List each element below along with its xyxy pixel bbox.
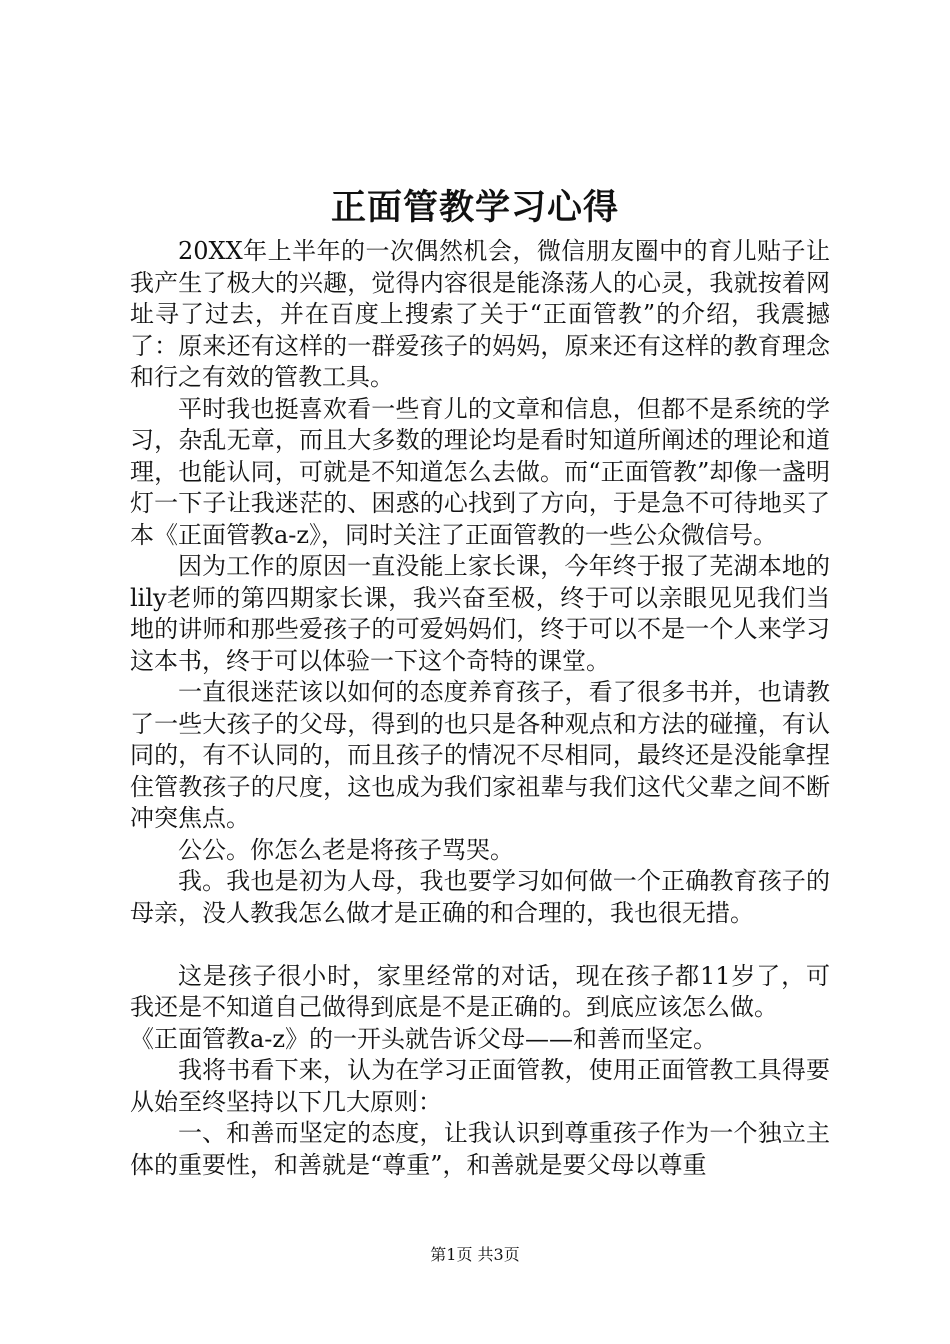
paragraph-2: 平时我也挺喜欢看一些育儿的文章和信息，但都不是系统的学习，杂乱无章，而且大多数的理论均是看时知道所阐述的理论和道理，也能认同，可就是不知道怎么去做。而“正面管教”却像一盏明灯一下子让我迷茫的、困惑的心找到了方向，于是急不可待地买了本《正面管教a-z》，同时关注了正面管教的一些公众微信号。 bbox=[130, 394, 830, 549]
paragraph-3: 因为工作的原因一直没能上家长课，今年终于报了芜湖本地的lily老师的第四期家长课，我兴奋至极，终于可以亲眼见见我们当地的讲师和那些爱孩子的可爱妈妈们，终于可以不是一个人来学习这本书，终于可以体验一下这个奇特的课堂。 bbox=[130, 552, 830, 675]
paragraph-6: 我。我也是初为人母，我也要学习如何做一个正确教育孩子的母亲，没人教我怎么做才是正确的和合理的，我也很无措。 bbox=[130, 867, 830, 927]
paragraph-8: 《正面管教a-z》的一开头就告诉父母——和善而坚定。 bbox=[130, 1024, 718, 1053]
document-body bbox=[130, 236, 830, 1181]
paragraph-7: 这是孩子很小时，家里经常的对话，现在孩子都11岁了，可我还是不知道自己做得到底是不是正确的。到底应该怎么做。 bbox=[130, 961, 830, 1021]
document-title: 正面管教学习心得 bbox=[330, 187, 619, 228]
paragraph-1: 20XX年上半年的一次偶然机会，微信朋友圈中的育儿贴子让我产生了极大的兴趣，觉得内容很是能涤荡人的心灵，我就按着网址寻了过去，并在百度上搜索了关于“正面管教”的介绍，我震撼了：原来还有这样的一群爱孩子的妈妈，原来还有这样的教育理念和行之有效的管教工具。 bbox=[130, 237, 830, 391]
paragraph-9: 我将书看下来，认为在学习正面管教，使用正面管教工具得要从始至终坚持以下几大原则： bbox=[130, 1056, 830, 1116]
page-number-footer: 第1页 共3页 bbox=[430, 1245, 520, 1264]
paragraph-4: 一直很迷茫该以如何的态度养育孩子，看了很多书并，也请教了一些大孩子的父母，得到的也只是各种观点和方法的碰撞，有认同的，有不认同的，而且孩子的情况不尽相同，最终还是没能拿捏住管教孩子的尺度，这也成为我们家祖辈与我们这代父辈之间不断冲突焦点。 bbox=[130, 678, 830, 832]
paragraph-5: 公公。你怎么老是将孩子骂哭。 bbox=[178, 835, 514, 864]
paragraph-gap bbox=[130, 929, 830, 961]
paragraph-10: 一、和善而坚定的态度，让我认识到尊重孩子作为一个独立主体的重要性，和善就是“尊重”，和善就是要父母以尊重 bbox=[130, 1119, 830, 1179]
